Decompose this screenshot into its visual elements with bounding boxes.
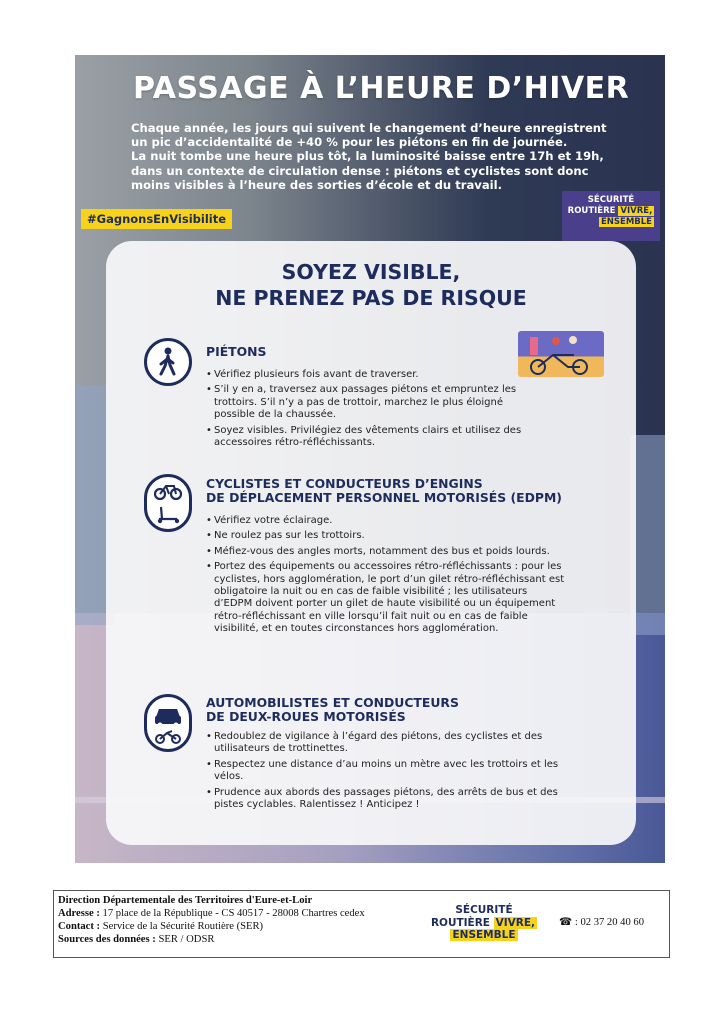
phone-number: : 02 37 20 40 60 — [574, 917, 645, 928]
section-title-line: DE DEUX-ROUES MOTORISÉS — [206, 709, 406, 724]
section-title-automobilistes — [206, 696, 459, 724]
cyclistes-bullets — [206, 515, 566, 639]
intro-line: La nuit tombe une heure plus tôt, la luminosité baisse entre 17h et 19h, — [131, 149, 604, 164]
pietons-bullets — [206, 369, 546, 452]
poster — [75, 55, 665, 863]
footer-address — [58, 907, 418, 920]
bullet-item: • Respectez une distance d’au moins un mètre avec les trottoirs et les vélos. — [206, 759, 566, 784]
phone-icon: ☎ — [559, 917, 573, 928]
logo-text-highlight: ENSEMBLE — [452, 929, 516, 941]
footer-sources — [58, 933, 418, 946]
logo-text-highlight: ENSEMBLE — [600, 217, 652, 227]
logo-text: SÉCURITÉ — [587, 195, 635, 205]
hashtag-label: #GagnonsEnVisibilite — [81, 209, 232, 229]
bullet-item: • Redoublez de vigilance à l’égard des piétons, des cyclistes et des utilisateurs de trottinettes. — [206, 731, 566, 756]
bullet-item: • Vérifiez votre éclairage. — [206, 515, 566, 527]
footer-value: 17 place de la République - CS 40517 - 28008 Chartres cedex — [102, 908, 365, 919]
footer-contact-box — [53, 890, 670, 958]
bicycle-scooter-icon — [144, 474, 192, 532]
bullet-item: • Portez des équipements ou accessoires rétro-réfléchissants : pour les cyclistes, hors agglomération, le port d’un gilet rétro-réfléchissant est obligatoire la nuit ou en cas de faible visibilité ; les utilisateurs d’EDPM doivent porter un gilet de haute visibilité ou un équipement rétro-réfléchissant en ville lorsqu’il fait nuit ou en cas de faible visibilité, et en toutes circonstances hors agglomération. — [206, 561, 566, 635]
footer-contact — [58, 920, 418, 933]
logo-text-highlight: VIVRE, — [620, 206, 653, 216]
footer-label: Adresse : — [58, 908, 100, 919]
securite-routiere-logo — [562, 191, 660, 241]
footer-org — [58, 894, 418, 907]
section-title-line: CYCLISTES ET CONDUCTEURS D’ENGINS — [206, 476, 483, 491]
bullet-item: • Méfiez-vous des angles morts, notamment des bus et poids lourds. — [206, 546, 566, 558]
advice-card — [106, 241, 636, 845]
card-title-line: NE PRENEZ PAS DE RISQUE — [215, 286, 527, 310]
footer-label: Sources des données : — [58, 934, 156, 945]
logo-text-highlight: VIVRE, — [495, 916, 536, 929]
footer-securite-routiere-logo — [429, 904, 539, 942]
bullet-item: • Prudence aux abords des passages piétons, des arrêts de bus et des pistes cyclables. Ralentissez ! Anticipez ! — [206, 787, 566, 812]
pedestrian-icon — [144, 338, 192, 386]
automobilistes-bullets — [206, 731, 566, 814]
poster-title: PASSAGE À L’HEURE D’HIVER — [133, 71, 630, 106]
logo-text-row — [562, 206, 660, 217]
logo-text: ROUTIÈRE — [430, 916, 490, 929]
logo-text-row — [562, 217, 660, 228]
footer-label: Contact : — [58, 921, 101, 932]
intro-line: un pic d’accidentalité de +40 % pour les piétons en fin de journée. — [131, 135, 568, 150]
intro-line: moins visibles à l’heure des sorties d’école et du travail. — [131, 177, 503, 192]
intro-line: Chaque année, les jours qui suivent le changement d’heure enregistrent — [131, 121, 607, 135]
poster-intro — [131, 121, 651, 192]
logo-text-row — [429, 929, 539, 942]
logo-text: SÉCURITÉ — [455, 904, 513, 916]
section-title-line: AUTOMOBILISTES ET CONDUCTEURS — [206, 695, 459, 710]
car-motorbike-icon — [144, 694, 192, 752]
section-title-cyclistes — [206, 477, 562, 505]
bullet-item: • S’il y en a, traversez aux passages piétons et empruntez les trottoirs. S’il n’y a pas de trottoir, marchez le plus éloigné possible de la chaussée. — [206, 384, 546, 421]
logo-text: ROUTIÈRE — [567, 206, 616, 216]
section-title-pietons: PIÉTONS — [206, 344, 267, 359]
intro-line: dans un contexte de circulation dense : piétons et cyclistes sont donc — [131, 163, 589, 178]
section-title-line: DE DÉPLACEMENT PERSONNEL MOTORISÉS (EDPM) — [206, 490, 562, 505]
footer-phone — [559, 916, 644, 929]
card-title — [106, 259, 636, 311]
logo-text-row — [429, 917, 539, 930]
bullet-item: • Vérifiez plusieurs fois avant de traverser. — [206, 369, 546, 381]
footer-lines — [58, 894, 418, 946]
footer-org-text: Direction Départementale des Territoires d'Eure-et-Loir — [58, 895, 313, 906]
footer-value: SER / ODSR — [158, 934, 215, 945]
bullet-item: • Ne roulez pas sur les trottoirs. — [206, 530, 566, 542]
card-title-line: SOYEZ VISIBLE, — [281, 260, 461, 284]
bullet-item: • Soyez visibles. Privilégiez des vêtements clairs et utilisez des accessoires rétro-réfléchissants. — [206, 425, 546, 450]
footer-value: Service de la Sécurité Routière (SER) — [102, 921, 264, 932]
